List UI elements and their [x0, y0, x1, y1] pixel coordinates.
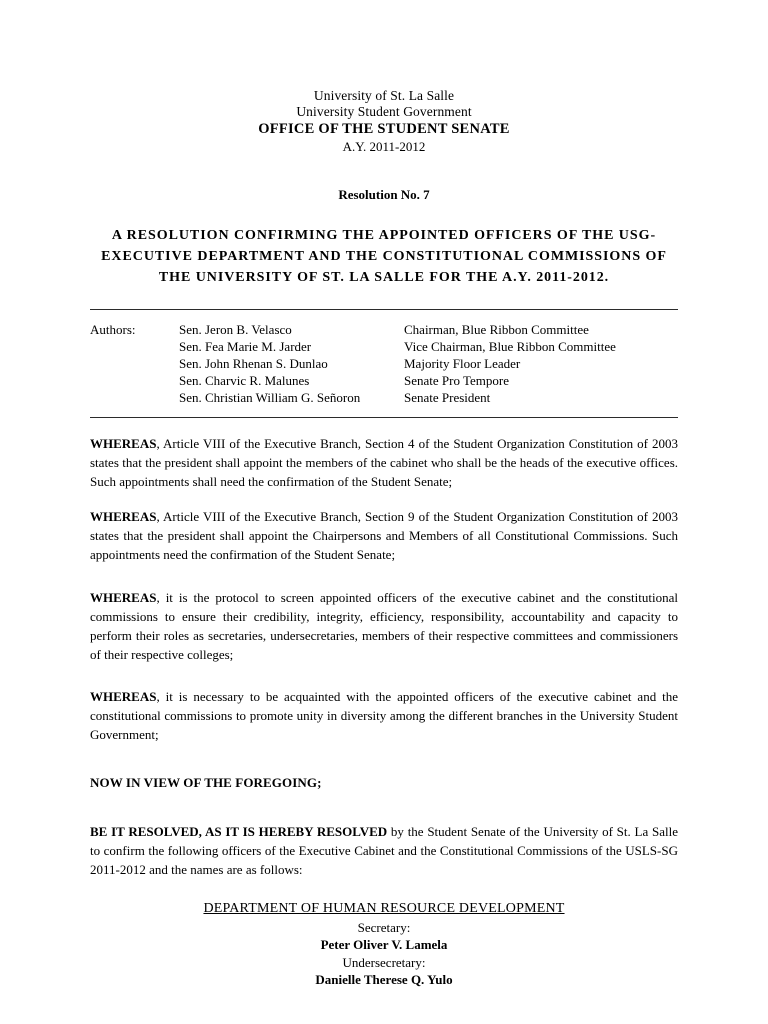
author-name: Sen. John Rhenan S. Dunlao: [179, 356, 328, 372]
spacer-cell: [90, 373, 179, 390]
author-name: Sen. Charvic R. Malunes: [179, 373, 310, 389]
whereas-clause-1: [90, 435, 678, 492]
clause-lead: WHEREAS: [90, 435, 157, 451]
office-name: OFFICE OF THE STUDENT SENATE: [258, 120, 510, 137]
clause-text: , Article VIII of the Executive Branch, Section 9 of the Student Organization Constitution of 2003 states that the president shall appoint the Chairpersons and Members of all Constitutional Commissions. Such appointments need the confirmation of the Student Senate;: [90, 509, 678, 563]
author-role: Senate President: [404, 390, 491, 406]
post-holder: Peter Oliver V. Lamela: [320, 937, 448, 953]
post-title: Undersecretary:: [342, 954, 426, 970]
resolution-title: A RESOLUTION CONFIRMING THE APPOINTED OFFICERS OF THE USG-EXECUTIVE DEPARTMENT AND THE CONSTITUTIONAL COMMISSIONS OF THE UNIVERSITY OF ST. LA SALLE FOR THE A.Y. 2011-2012.: [101, 228, 667, 286]
author-role: Senate Pro Tempore: [404, 373, 509, 389]
divider-bottom: [90, 417, 678, 418]
foregoing-heading: NOW IN VIEW OF THE FOREGOING;: [90, 774, 322, 790]
authors-label: Authors:: [90, 322, 136, 338]
clause-lead: WHEREAS: [90, 509, 157, 525]
university-name: University of St. La Salle: [313, 88, 455, 103]
department-name: DEPARTMENT OF HUMAN RESOURCE DEVELOPMENT: [203, 901, 565, 917]
resolution-number: Resolution No. 7: [338, 187, 430, 203]
document-content: [90, 88, 678, 988]
clause-text: , it is the protocol to screen appointed officers of the executive cabinet and the constitutional commissions to ensure their credibility, integrity, efficiency, responsibility, accountability and capacity to perform their roles as secretaries, undersecretaries, members of their respective committees and commissioners of their respective colleges;: [90, 590, 678, 662]
resolved-clause: [90, 823, 678, 880]
resolved-text: by the Student Senate of the University of St. La Salle to confirm the following officers of the Executive Cabinet and the Constitutional Commissions of the USLS-SG 2011-2012 and the names are as follows:: [90, 823, 679, 877]
spacer-cell: [90, 356, 179, 373]
table-row: [90, 373, 678, 390]
spacer-cell: [90, 390, 179, 407]
author-role: Vice Chairman, Blue Ribbon Committee: [404, 339, 616, 355]
table-row: [90, 356, 678, 373]
clause-text: , it is necessary to be acquainted with the appointed officers of the executive cabinet and the constitutional commissions to promote unity in diversity among the different branches in the University Student Government;: [90, 689, 678, 743]
letterhead: [90, 88, 678, 154]
author-name: Sen. Fea Marie M. Jarder: [179, 339, 312, 355]
whereas-clause-4: [90, 688, 678, 745]
author-name: Sen. Jeron B. Velasco: [179, 322, 292, 338]
spacer-cell: [90, 339, 179, 356]
post-holder: Danielle Therese Q. Yulo: [315, 971, 453, 987]
authors-block: [90, 322, 678, 406]
table-row: [90, 322, 678, 339]
clause-lead: WHEREAS: [90, 590, 157, 605]
department-block: [90, 900, 678, 988]
table-row: [90, 390, 678, 407]
whereas-clause-3: [90, 589, 678, 664]
clause-lead: WHEREAS: [90, 689, 157, 705]
clause-text: , Article VIII of the Executive Branch, Section 4 of the Student Organization Constitution of 2003 states that the president shall appoint the members of the cabinet who shall be the heads of the executive offices. Such appointments shall need the confirmation of the Student Senate;: [90, 435, 678, 489]
post-title: Secretary:: [357, 920, 411, 936]
resolved-lead: BE IT RESOLVED, AS IT IS HEREBY RESOLVED: [90, 823, 388, 839]
organization-name: University Student Government: [296, 104, 472, 120]
authors-table: [90, 322, 678, 406]
table-row: [90, 339, 678, 356]
author-role: Majority Floor Leader: [404, 356, 521, 372]
academic-year: A.Y. 2011-2012: [342, 138, 426, 154]
author-role: Chairman, Blue Ribbon Committee: [404, 322, 589, 338]
divider-top: [90, 309, 678, 310]
whereas-clause-2: [90, 508, 678, 565]
author-name: Sen. Christian William G. Señoron: [179, 390, 361, 406]
